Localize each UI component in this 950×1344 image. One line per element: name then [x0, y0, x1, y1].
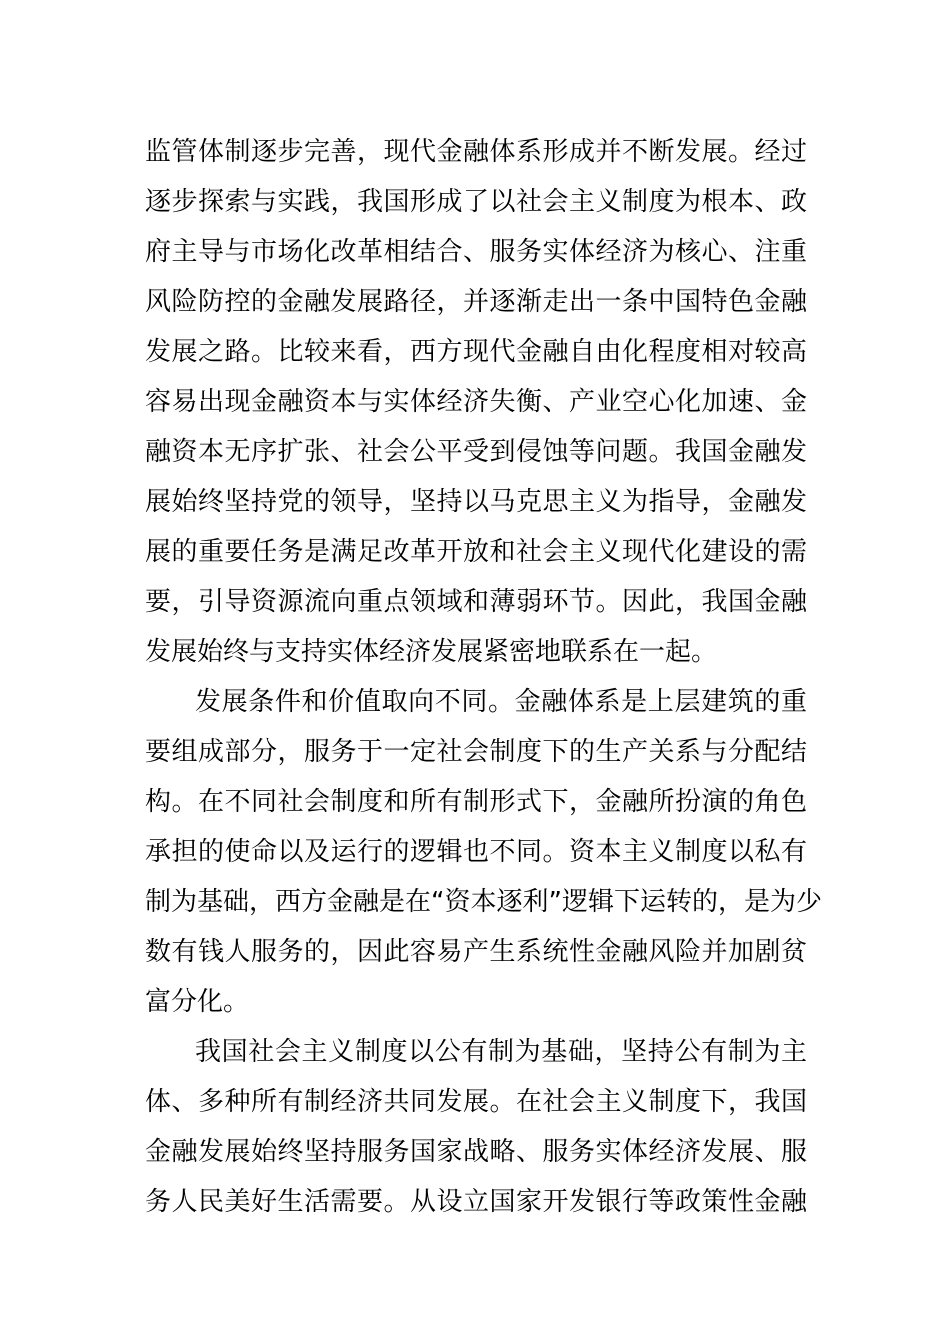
paragraph	[145, 1027, 807, 1227]
body-text	[145, 127, 822, 1227]
text-line: 我国社会主义制度以公有制为基础，坚持公有制为主	[195, 1037, 807, 1067]
text-line: 要，引导资源流向重点领域和薄弱环节。因此，我国金融	[145, 587, 807, 617]
paragraph	[145, 677, 822, 1027]
text-line: 承担的使命以及运行的逻辑也不同。资本主义制度以私有	[145, 837, 807, 867]
text-line: 数有钱人服务的，因此容易产生系统性金融风险并加剧贫	[145, 937, 807, 967]
text-line: 发展始终与支持实体经济发展紧密地联系在一起。	[145, 637, 718, 667]
text-line: 富分化。	[145, 987, 250, 1017]
text-line: 务人民美好生活需要。从设立国家开发银行等政策性金融	[145, 1187, 807, 1217]
text-line: 容易出现金融资本与实体经济失衡、产业空心化加速、金	[145, 387, 807, 417]
text-line: 融资本无序扩张、社会公平受到侵蚀等问题。我国金融发	[145, 437, 807, 467]
text-line: 要组成部分，服务于一定社会制度下的生产关系与分配结	[145, 737, 807, 767]
text-line: 构。在不同社会制度和所有制形式下，金融所扮演的角色	[145, 787, 807, 817]
text-line: 逐步探索与实践，我国形成了以社会主义制度为根本、政	[145, 187, 807, 217]
text-line: 风险防控的金融发展路径，并逐渐走出一条中国特色金融	[145, 287, 807, 317]
text-line: 发展条件和价值取向不同。金融体系是上层建筑的重	[195, 687, 807, 717]
text-line: 金融发展始终坚持服务国家战略、服务实体经济发展、服	[145, 1137, 807, 1167]
paragraph	[145, 127, 807, 677]
text-line: 府主导与市场化改革相结合、服务实体经济为核心、注重	[145, 237, 807, 267]
text-line: 体、多种所有制经济共同发展。在社会主义制度下，我国	[145, 1087, 807, 1117]
text-line: 展始终坚持党的领导，坚持以马克思主义为指导，金融发	[145, 487, 807, 517]
text-line: 监管体制逐步完善，现代金融体系形成并不断发展。经过	[145, 137, 807, 167]
text-line: 发展之路。比较来看，西方现代金融自由化程度相对较高	[145, 337, 807, 367]
text-line: 制为基础，西方金融是在“资本逐利”逻辑下运转的，是为少	[145, 887, 822, 917]
text-line: 展的重要任务是满足改革开放和社会主义现代化建设的需	[145, 537, 807, 567]
